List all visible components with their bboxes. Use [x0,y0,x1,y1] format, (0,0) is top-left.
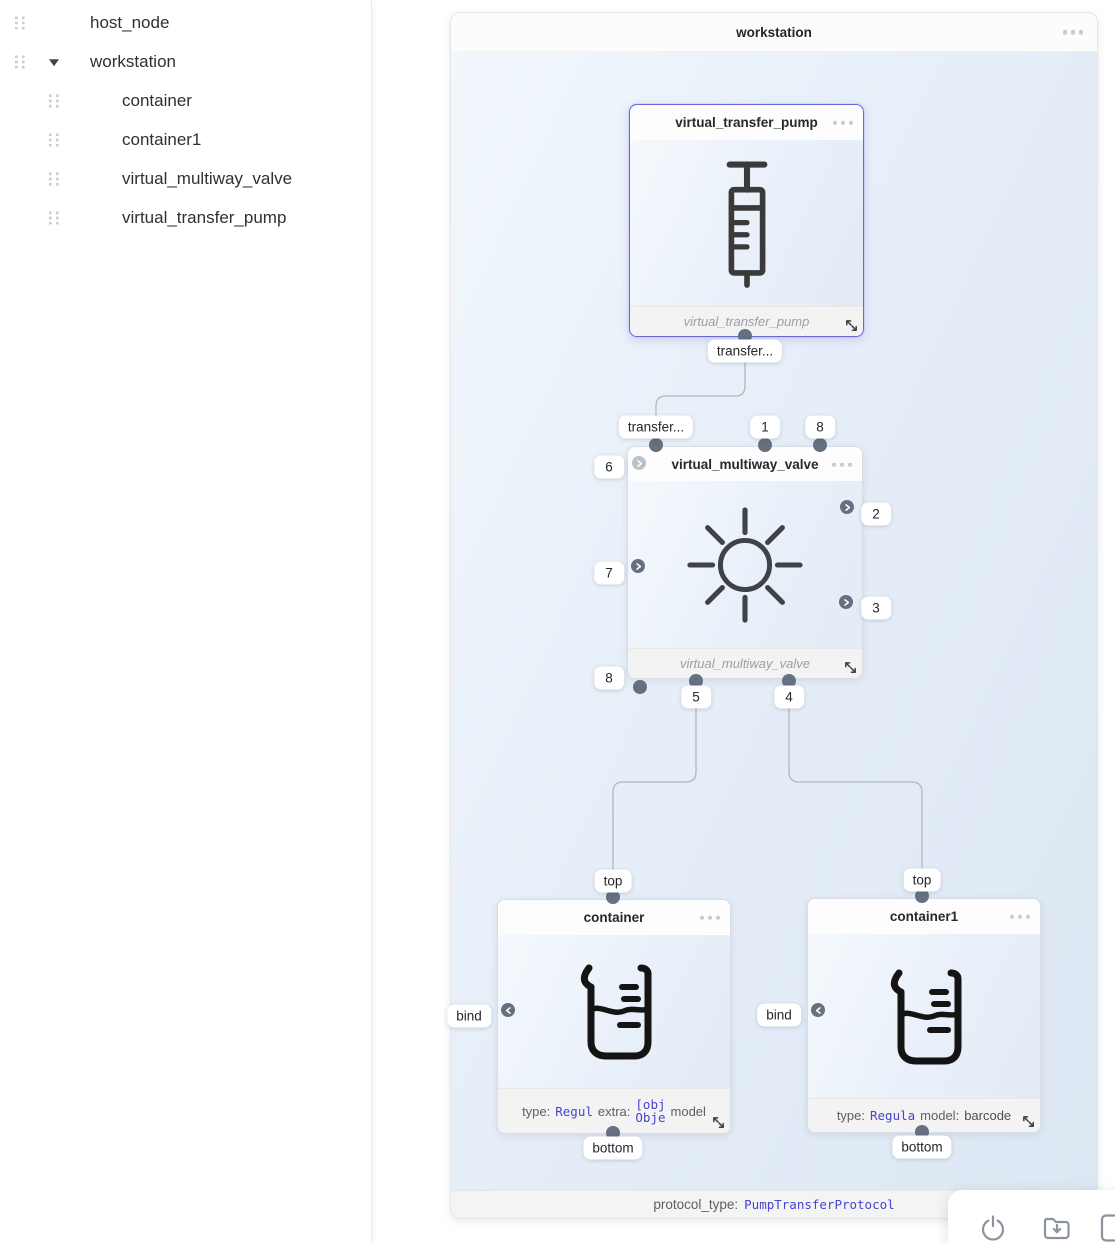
port-label-valve-3: 3 [861,597,891,620]
drag-handle-icon[interactable] [48,93,60,108]
resize-handle-icon[interactable] [843,660,858,675]
port-label-container-bottom: bottom [583,1137,642,1160]
load-button[interactable] [1040,1211,1074,1243]
syringe-icon [721,151,773,296]
drag-handle-icon[interactable] [48,210,60,225]
model-label: model: [920,1108,960,1123]
port-label-container-top: top [595,870,632,893]
port-label-valve-4: 4 [774,686,804,709]
node-title: virtual_multiway_valve [671,457,819,472]
node-footer [628,648,862,678]
resize-handle-icon[interactable] [1021,1114,1036,1129]
port-label-container1-bottom: bottom [892,1136,951,1159]
folder-download-icon [1041,1213,1073,1243]
node-caption: virtual_transfer_pump [683,314,810,329]
node-body [808,934,1040,1099]
sidebar-item-container1[interactable] [0,120,370,159]
port-dot-valve-8-left[interactable] [633,680,647,694]
port-label-valve-1: 1 [750,416,780,439]
node-container[interactable] [497,899,731,1134]
power-icon [978,1213,1008,1243]
node-body [498,935,730,1089]
tree-item-label[interactable]: virtual_multiway_valve [122,168,293,188]
drag-handle-icon[interactable] [48,171,60,186]
port-label-valve-8-left: 8 [594,667,624,690]
model-label: model [670,1103,706,1119]
resize-handle-icon[interactable] [711,1115,726,1130]
node-header[interactable] [808,899,1040,935]
port-dot-valve-8-top[interactable] [813,438,827,452]
drag-handle-icon[interactable] [48,132,60,147]
more-menu-icon[interactable] [832,462,853,467]
collapse-caret-icon[interactable] [49,59,59,66]
chevron-left-icon [504,1006,513,1015]
more-menu-icon[interactable] [700,915,721,920]
type-value: Regul [555,1103,593,1119]
port-dot-valve-transfer-in[interactable] [649,438,663,452]
node-body [630,140,863,307]
protocol-type-label: protocol_type: [653,1197,739,1212]
chevron-right-icon [635,459,644,468]
sidebar-item-virtual-multiway-valve[interactable] [0,159,370,198]
port-label-valve-7: 7 [594,562,624,585]
chevron-right-icon [842,598,851,607]
node-properties [829,1108,1019,1123]
node-tree-sidebar [0,0,372,1243]
port-label-valve-8-top: 8 [805,416,835,439]
tree-item-label[interactable]: container1 [122,129,202,149]
port-label-container-bind: bind [447,1005,491,1028]
extra-label: extra: [597,1103,631,1119]
node-header[interactable] [630,105,863,141]
port-label-pump-transfer: transfer... [708,340,782,363]
port-label-valve-2: 2 [861,503,891,526]
chevron-left-icon [814,1006,823,1015]
tree-item-label[interactable]: host_node [90,12,170,32]
node-properties [514,1098,714,1124]
chevron-right-icon [843,503,852,512]
tree-item-label[interactable]: container [122,90,192,110]
more-menu-icon[interactable] [833,120,854,125]
port-label-valve-transfer-in: transfer... [619,416,693,439]
sidebar-item-workstation[interactable] [0,42,370,81]
tree-item-label[interactable]: virtual_transfer_pump [122,207,287,227]
more-menu-icon[interactable] [1010,914,1031,919]
canvas-toolbar [948,1190,1115,1243]
power-button[interactable] [976,1211,1010,1243]
workstation-group-header[interactable] [451,13,1097,52]
resize-handle-icon[interactable] [844,318,859,333]
protocol-type-value: PumpTransferProtocol [744,1197,895,1212]
file-icon [1097,1213,1115,1243]
port-dot-valve-1[interactable] [758,438,772,452]
beaker-icon [874,961,974,1073]
sidebar-item-host-node[interactable] [0,3,370,42]
valve-icon [686,506,804,624]
node-body [628,481,862,649]
port-dot-valve-3[interactable] [839,595,853,609]
port-label-valve-6: 6 [594,456,624,479]
type-label: type: [522,1103,551,1119]
sidebar-item-container[interactable] [0,81,370,120]
node-header[interactable] [628,447,862,483]
node-title: container [583,910,645,925]
drag-handle-icon[interactable] [14,15,26,30]
type-label: type: [836,1108,865,1123]
save-button[interactable] [1095,1211,1115,1243]
port-dot-container1-bind[interactable] [811,1003,825,1017]
model-value: barcode [964,1108,1012,1123]
port-dot-container-bind[interactable] [501,1003,515,1017]
node-title: virtual_transfer_pump [675,115,818,130]
port-label-container1-bind: bind [757,1004,801,1027]
extra-value: [obj Obje [635,1096,666,1125]
node-title: container1 [889,909,959,924]
node-container1[interactable] [807,898,1041,1133]
more-menu-icon[interactable] [1063,30,1084,35]
node-caption: virtual_multiway_valve [679,656,811,671]
sidebar-item-virtual-transfer-pump[interactable] [0,198,370,237]
port-dot-valve-7[interactable] [631,559,645,573]
chevron-right-icon [634,562,643,571]
type-value: Regula [870,1108,916,1123]
tree-item-label[interactable]: workstation [90,51,176,71]
port-dot-valve-2[interactable] [840,500,854,514]
port-label-container1-top: top [904,869,941,892]
node-virtual-multiway-valve[interactable] [627,446,863,679]
node-virtual-transfer-pump[interactable] [629,104,864,337]
port-label-valve-5: 5 [681,686,711,709]
node-header[interactable] [498,900,730,936]
port-dot-valve-6[interactable] [632,456,646,470]
group-title: workstation [736,24,812,40]
beaker-icon [564,956,664,1068]
drag-handle-icon[interactable] [14,54,26,69]
